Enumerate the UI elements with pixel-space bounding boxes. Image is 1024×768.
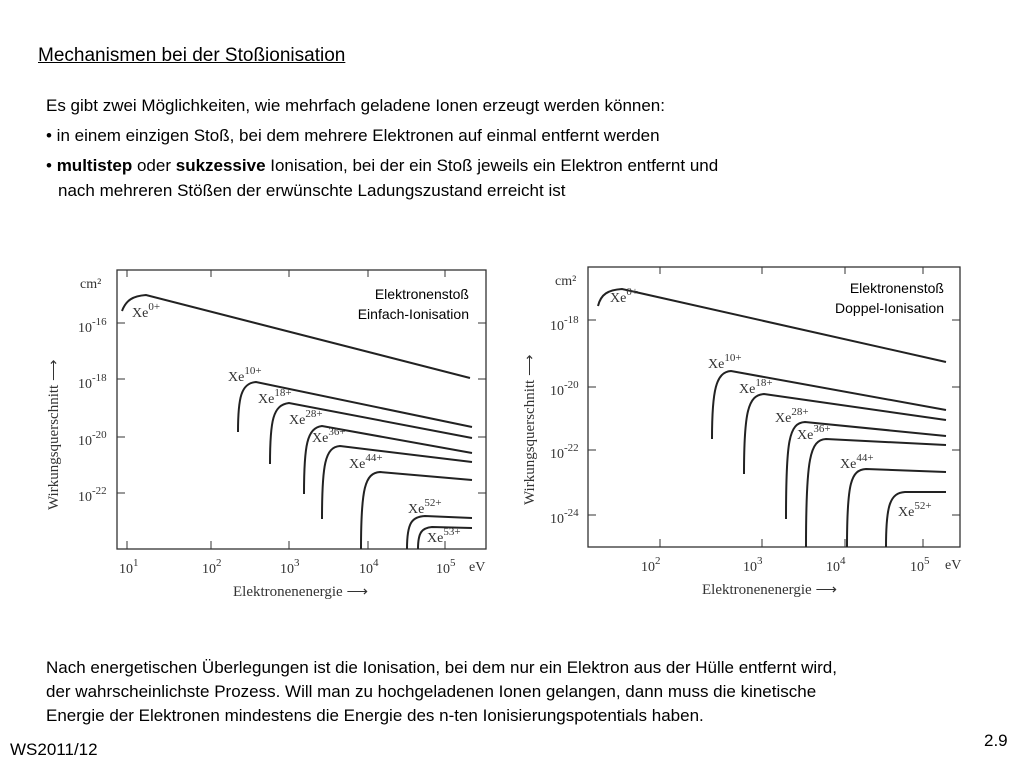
conclusion-paragraph <box>46 656 986 728</box>
curve-label-xe-36: $Xe^{36+}$ <box>312 426 346 446</box>
intro-text: Es gibt zwei Möglichkeiten, wie mehrfach geladene Ionen erzeugt werden können: <box>46 96 665 115</box>
y-unit: cm² <box>555 274 577 289</box>
figure-double-ionization <box>522 267 961 598</box>
bullet-rest: Ionisation, bei der ein Stoß jeweils ein Elektron entfernt und <box>265 156 719 175</box>
svg-text:102: $10^2$ <box>641 555 661 575</box>
svg-text:105: $10^5$ <box>436 557 456 577</box>
curve-label-xe-36: $Xe^{36+}$ <box>797 423 831 443</box>
x-unit: eV <box>945 558 962 573</box>
y-axis-title: Wirkungsquerschnitt ⟶ <box>522 354 538 505</box>
bullet-multistep-continuation: nach mehreren Stößen der erwünschte Ladungszustand erreicht ist <box>58 181 566 200</box>
curve-label-xe-0: $Xe^{0+}$ <box>132 301 161 321</box>
svg-text:103: $10^3$ <box>280 557 300 577</box>
curve-label-xe-52: $Xe^{52+}$ <box>408 497 442 517</box>
curve-label-xe-52: $Xe^{52+}$ <box>898 500 932 520</box>
curve-label-xe-18: $Xe^{18+}$ <box>739 377 773 397</box>
semester-footer: WS2011/12 <box>10 740 98 759</box>
curve-label-xe-44: $Xe^{44+}$ <box>840 452 874 472</box>
curve-label-xe-28: $Xe^{28+}$ <box>775 406 809 426</box>
svg-text:10-18: $10^{-18}$ <box>550 314 579 334</box>
svg-text:10-22: $10^{-22}$ <box>550 442 579 462</box>
svg-text:10-22: $10^{-22}$ <box>78 485 107 505</box>
page-number: 2.9 <box>984 731 1008 750</box>
figure-title-line1: Elektronenstoß <box>374 286 469 302</box>
svg-text:10-16: $10^{-16}$ <box>78 316 107 336</box>
figure-single-ionization <box>46 270 486 600</box>
svg-text:101: $10^1$ <box>119 557 139 577</box>
curve-label-xe-10: $Xe^{10+}$ <box>708 352 742 372</box>
bullet-single-collision: • in einem einzigen Stoß, bei dem mehrere Elektronen auf einmal entfernt werden <box>46 126 660 145</box>
conclusion-line: Energie der Elektronen mindestens die Energie des n-ten Ionisierungspotentials haben. <box>46 706 704 725</box>
curve-label-xe-18: $Xe^{18+}$ <box>258 387 292 407</box>
slide-title: Mechanismen bei der Stoßionisation <box>38 45 346 66</box>
svg-text:10-24: $10^{-24}$ <box>550 507 579 527</box>
curve-label-xe-10: $Xe^{10+}$ <box>228 365 262 385</box>
figure-title-line2: Doppel-Ionisation <box>835 300 944 316</box>
y-tick-labels <box>550 314 579 527</box>
x-axis-title: Elektronenenergie ⟶ <box>702 582 837 598</box>
x-tick-labels <box>119 557 456 577</box>
curve-labels <box>610 286 932 520</box>
x-axis-title: Elektronenenergie ⟶ <box>233 584 368 600</box>
y-axis-title: Wirkungsquerschnitt ⟶ <box>46 359 62 510</box>
figure-title-line1: Elektronenstoß <box>849 280 944 296</box>
svg-text:104: $10^4$ <box>359 557 379 577</box>
conclusion-line: der wahrscheinlichste Prozess. Will man zu hochgeladenen Ionen gelangen, dann muss die kinetische <box>46 682 817 701</box>
svg-text:102: $10^2$ <box>202 557 222 577</box>
svg-text:103: $10^3$ <box>743 555 763 575</box>
y-unit: cm² <box>80 277 102 292</box>
bullet-connector: oder <box>132 156 176 175</box>
curve-xe-36 <box>322 446 472 519</box>
bullet-prefix: • <box>46 156 57 175</box>
conclusion-line: Nach energetischen Überlegungen ist die Ionisation, bei dem nur ein Elektron aus der Hülle entfernt wird, <box>46 658 837 677</box>
term-sukzessive: sukzessive <box>175 156 266 175</box>
x-unit: eV <box>469 560 486 575</box>
x-tick-labels <box>641 555 930 575</box>
curve-xe-10 <box>238 382 472 432</box>
curve-label-xe-44: $Xe^{44+}$ <box>349 452 383 472</box>
cross-section-curves <box>598 289 946 547</box>
svg-text:10-20: $10^{-20}$ <box>550 379 579 399</box>
curve-label-xe-0: $Xe^{0+}$ <box>610 286 639 306</box>
figure-title-line2: Einfach-Ionisation <box>357 306 469 322</box>
curve-label-xe-28: $Xe^{28+}$ <box>289 408 323 428</box>
svg-text:10-20: $10^{-20}$ <box>78 429 107 449</box>
curve-label-xe-53: $Xe^{53+}$ <box>427 526 461 546</box>
svg-text:105: $10^5$ <box>910 555 930 575</box>
svg-text:104: $10^4$ <box>826 555 846 575</box>
svg-text:10-18: $10^{-18}$ <box>78 372 107 392</box>
term-multistep: multistep <box>56 156 133 175</box>
y-tick-labels <box>78 316 107 505</box>
curve-labels <box>132 301 461 546</box>
